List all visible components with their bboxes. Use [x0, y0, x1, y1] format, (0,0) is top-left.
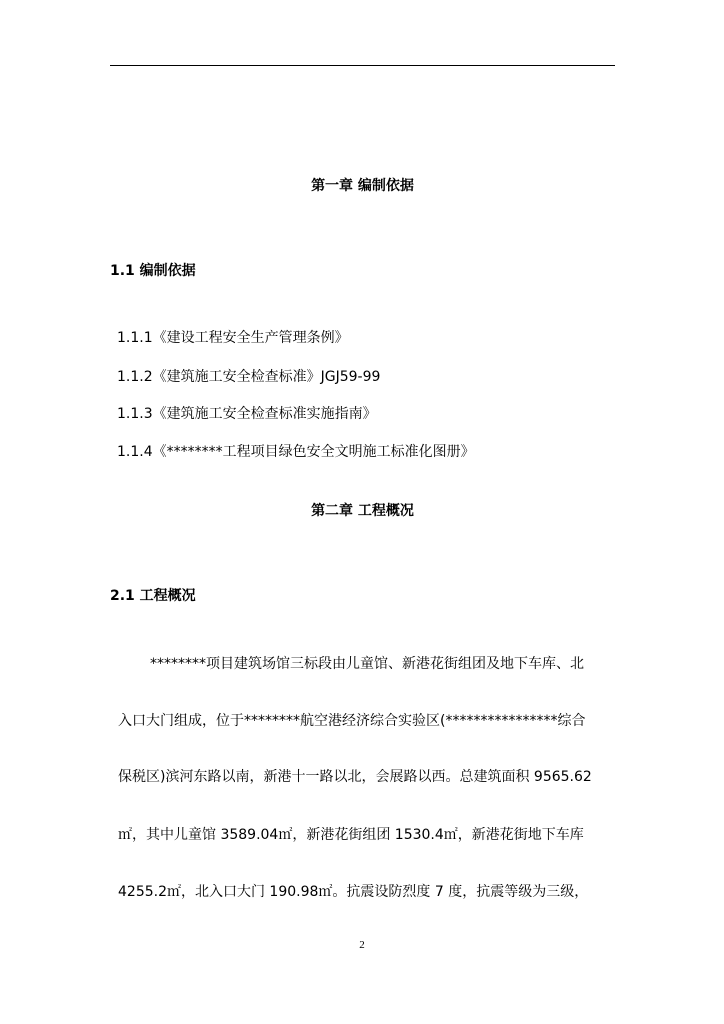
- reference-item: 1.1.4《********工程项目绿色安全文明施工标准化图册》: [117, 444, 475, 460]
- reference-item: 1.1.1《建设工程安全生产管理条例》: [117, 330, 349, 346]
- page-number: 2: [359, 939, 365, 951]
- section-1-1-title: 1.1 编制依据: [110, 263, 196, 279]
- paragraph-line: ㎡，其中儿童馆 3589.04㎡，新港花街组团 1530.4㎡，新港花街地下车库: [118, 827, 584, 843]
- paragraph-line: 4255.2㎡，北入口大门 190.98㎡。抗震设防烈度 7 度，抗震等级为三级，: [118, 884, 589, 900]
- reference-item: 1.1.2《建筑施工安全检查标准》JGJ59-99: [117, 369, 381, 385]
- chapter-1-title: 第一章 编制依据: [311, 178, 414, 194]
- chapter-2-title: 第二章 工程概况: [311, 503, 414, 519]
- paragraph-line: 保税区)滨河东路以南，新港十一路以北，会展路以西。总建筑面积 9565.62: [118, 769, 592, 785]
- paragraph-line: 入口大门组成，位于********航空港经济综合实验区(****************综合: [118, 713, 586, 729]
- section-2-1-title: 2.1 工程概况: [110, 588, 196, 604]
- paragraph-line: ********项目建筑场馆三标段由儿童馆、新港花街组团及地下车库、北: [150, 656, 584, 672]
- header-rule: [110, 65, 615, 66]
- reference-item: 1.1.3《建筑施工安全检查标准实施指南》: [117, 406, 377, 422]
